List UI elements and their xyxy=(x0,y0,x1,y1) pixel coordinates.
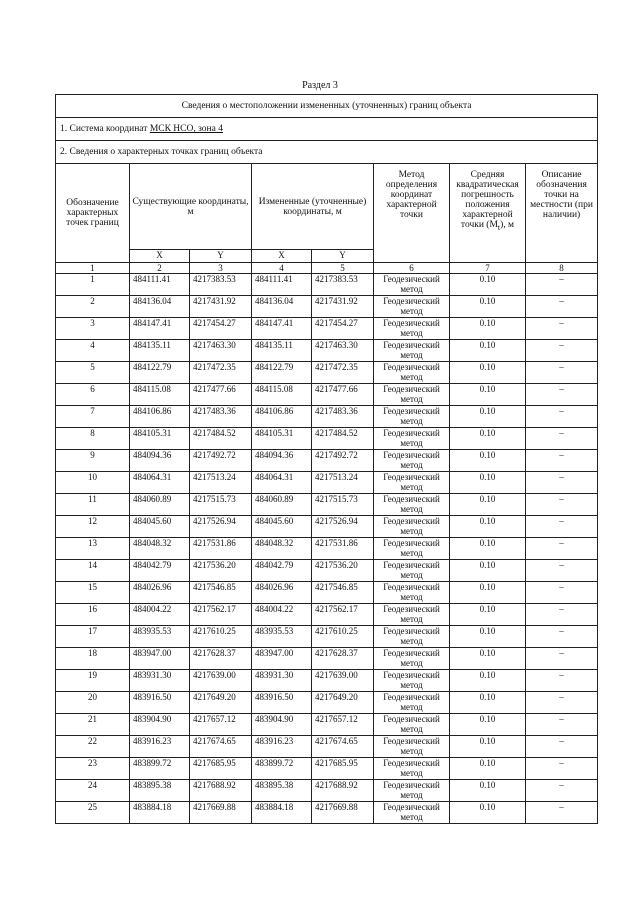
subheader-y-existing: Y xyxy=(190,250,252,263)
cell-y-existing: 4217610.25 xyxy=(190,626,252,648)
cell-y-existing: 4217688.92 xyxy=(190,780,252,802)
table-row xyxy=(56,538,598,560)
cell-x-refined: 483916.23 xyxy=(252,736,312,758)
header-error xyxy=(450,164,526,263)
cell-y-refined: 4217669.88 xyxy=(312,802,374,824)
cell-y-existing: 4217472.35 xyxy=(190,362,252,384)
cell-y-existing: 4217536.20 xyxy=(190,560,252,582)
cell-description: – xyxy=(526,692,598,714)
coord-system-cell xyxy=(56,118,598,141)
cell-y-existing: 4217463.30 xyxy=(190,340,252,362)
cell-y-existing: 4217526.94 xyxy=(190,516,252,538)
section-title: Раздел 3 xyxy=(302,80,338,91)
cell-y-existing: 4217669.88 xyxy=(190,802,252,824)
cell-x-refined: 483895.38 xyxy=(252,780,312,802)
cell-description: – xyxy=(526,560,598,582)
cell-method: Геодезический метод xyxy=(374,516,450,538)
cell-error: 0.10 xyxy=(450,428,526,450)
table-row xyxy=(56,714,598,736)
cell-description: – xyxy=(526,472,598,494)
cell-error: 0.10 xyxy=(450,736,526,758)
cell-description: – xyxy=(526,648,598,670)
cell-description: – xyxy=(526,318,598,340)
cell-y-existing: 4217515.73 xyxy=(190,494,252,516)
col-number: 2 xyxy=(130,263,190,274)
cell-method: Геодезический метод xyxy=(374,692,450,714)
cell-y-existing: 4217383.53 xyxy=(190,274,252,296)
cell-method: Геодезический метод xyxy=(374,384,450,406)
cell-description: – xyxy=(526,538,598,560)
col-number: 6 xyxy=(374,263,450,274)
table-row xyxy=(56,648,598,670)
cell-x-refined: 484115.08 xyxy=(252,384,312,406)
cell-description: – xyxy=(526,758,598,780)
cell-x-existing: 483916.50 xyxy=(130,692,190,714)
cell-y-refined: 4217477.66 xyxy=(312,384,374,406)
cell-point-number: 5 xyxy=(56,362,130,384)
cell-y-refined: 4217536.20 xyxy=(312,560,374,582)
col-number: 5 xyxy=(312,263,374,274)
cell-point-number: 22 xyxy=(56,736,130,758)
cell-point-number: 3 xyxy=(56,318,130,340)
cell-description: – xyxy=(526,626,598,648)
cell-description: – xyxy=(526,362,598,384)
cell-x-refined: 483947.00 xyxy=(252,648,312,670)
cell-description: – xyxy=(526,582,598,604)
cell-x-refined: 484136.04 xyxy=(252,296,312,318)
cell-method: Геодезический метод xyxy=(374,802,450,824)
cell-x-refined: 484048.32 xyxy=(252,538,312,560)
cell-y-refined: 4217562.17 xyxy=(312,604,374,626)
table-row xyxy=(56,384,598,406)
cell-x-existing: 483931.30 xyxy=(130,670,190,692)
cell-point-number: 23 xyxy=(56,758,130,780)
cell-x-refined: 483916.50 xyxy=(252,692,312,714)
cell-point-number: 18 xyxy=(56,648,130,670)
cell-y-existing: 4217484.52 xyxy=(190,428,252,450)
cell-y-existing: 4217513.24 xyxy=(190,472,252,494)
cell-description: – xyxy=(526,516,598,538)
boundary-points-table xyxy=(55,94,598,824)
cell-method: Геодезический метод xyxy=(374,340,450,362)
col-number: 7 xyxy=(450,263,526,274)
cell-point-number: 12 xyxy=(56,516,130,538)
cell-y-refined: 4217463.30 xyxy=(312,340,374,362)
cell-point-number: 25 xyxy=(56,802,130,824)
cell-point-number: 13 xyxy=(56,538,130,560)
table-row xyxy=(56,626,598,648)
table-title-row xyxy=(56,95,598,118)
cell-method: Геодезический метод xyxy=(374,494,450,516)
cell-y-existing: 4217639.00 xyxy=(190,670,252,692)
cell-point-number: 16 xyxy=(56,604,130,626)
cell-x-existing: 484135.11 xyxy=(130,340,190,362)
col-number: 3 xyxy=(190,263,252,274)
cell-x-refined: 483899.72 xyxy=(252,758,312,780)
col-number: 8 xyxy=(526,263,598,274)
cell-y-existing: 4217431.92 xyxy=(190,296,252,318)
col-number: 4 xyxy=(252,263,312,274)
cell-y-refined: 4217657.12 xyxy=(312,714,374,736)
cell-method: Геодезический метод xyxy=(374,582,450,604)
cell-x-refined: 484026.96 xyxy=(252,582,312,604)
cell-y-refined: 4217454.27 xyxy=(312,318,374,340)
cell-y-refined: 4217628.37 xyxy=(312,648,374,670)
cell-method: Геодезический метод xyxy=(374,362,450,384)
cell-point-number: 10 xyxy=(56,472,130,494)
table-body xyxy=(56,95,598,824)
cell-point-number: 21 xyxy=(56,714,130,736)
cell-point-number: 8 xyxy=(56,428,130,450)
cell-y-refined: 4217515.73 xyxy=(312,494,374,516)
header-error-text: Средняя квадратическая погрешность положения характерной точки (M xyxy=(456,170,519,230)
cell-x-existing: 484147.41 xyxy=(130,318,190,340)
cell-x-refined: 483931.30 xyxy=(252,670,312,692)
cell-method: Геодезический метод xyxy=(374,670,450,692)
table-row xyxy=(56,560,598,582)
cell-description: – xyxy=(526,736,598,758)
table-row xyxy=(56,340,598,362)
cell-point-number: 15 xyxy=(56,582,130,604)
cell-y-refined: 4217484.52 xyxy=(312,428,374,450)
header-error-tail: ), м xyxy=(500,220,515,230)
cell-y-refined: 4217383.53 xyxy=(312,274,374,296)
table-row xyxy=(56,582,598,604)
cell-method: Геодезический метод xyxy=(374,318,450,340)
cell-x-existing: 484136.04 xyxy=(130,296,190,318)
cell-point-number: 2 xyxy=(56,296,130,318)
cell-error: 0.10 xyxy=(450,450,526,472)
cell-x-existing: 484004.22 xyxy=(130,604,190,626)
cell-point-number: 11 xyxy=(56,494,130,516)
cell-point-number: 19 xyxy=(56,670,130,692)
cell-method: Геодезический метод xyxy=(374,296,450,318)
cell-method: Геодезический метод xyxy=(374,780,450,802)
cell-x-existing: 484048.32 xyxy=(130,538,190,560)
cell-x-existing: 484060.89 xyxy=(130,494,190,516)
cell-error: 0.10 xyxy=(450,802,526,824)
cell-x-existing: 484094.36 xyxy=(130,450,190,472)
cell-method: Геодезический метод xyxy=(374,736,450,758)
cell-x-existing: 484064.31 xyxy=(130,472,190,494)
cell-x-refined: 484064.31 xyxy=(252,472,312,494)
cell-x-existing: 484026.96 xyxy=(130,582,190,604)
cell-x-existing: 484115.08 xyxy=(130,384,190,406)
cell-error: 0.10 xyxy=(450,670,526,692)
cell-method: Геодезический метод xyxy=(374,560,450,582)
cell-x-existing: 484042.79 xyxy=(130,560,190,582)
cell-y-existing: 4217454.27 xyxy=(190,318,252,340)
cell-y-refined: 4217531.86 xyxy=(312,538,374,560)
cell-x-refined: 483904.90 xyxy=(252,714,312,736)
cell-x-existing: 484111.41 xyxy=(130,274,190,296)
cell-y-refined: 4217649.20 xyxy=(312,692,374,714)
cell-method: Геодезический метод xyxy=(374,406,450,428)
header-point-designation: Обозначение характерных точек границ xyxy=(56,164,130,263)
cell-x-existing: 484045.60 xyxy=(130,516,190,538)
cell-error: 0.10 xyxy=(450,604,526,626)
cell-x-refined: 484111.41 xyxy=(252,274,312,296)
cell-error: 0.10 xyxy=(450,516,526,538)
cell-x-refined: 484147.41 xyxy=(252,318,312,340)
table-row xyxy=(56,296,598,318)
cell-method: Геодезический метод xyxy=(374,648,450,670)
table-row xyxy=(56,472,598,494)
cell-error: 0.10 xyxy=(450,296,526,318)
cell-y-refined: 4217685.95 xyxy=(312,758,374,780)
cell-y-existing: 4217649.20 xyxy=(190,692,252,714)
cell-error: 0.10 xyxy=(450,406,526,428)
cell-y-refined: 4217513.24 xyxy=(312,472,374,494)
cell-x-existing: 484106.86 xyxy=(130,406,190,428)
cell-x-refined: 484042.79 xyxy=(252,560,312,582)
cell-x-refined: 484106.86 xyxy=(252,406,312,428)
cell-y-refined: 4217674.65 xyxy=(312,736,374,758)
cell-description: – xyxy=(526,494,598,516)
cell-description: – xyxy=(526,384,598,406)
table-row xyxy=(56,318,598,340)
cell-point-number: 20 xyxy=(56,692,130,714)
cell-x-refined: 483884.18 xyxy=(252,802,312,824)
col-number: 1 xyxy=(56,263,130,274)
coord-system-label: 1. Система координат xyxy=(60,124,150,134)
cell-y-refined: 4217546.85 xyxy=(312,582,374,604)
table-row xyxy=(56,428,598,450)
cell-y-existing: 4217628.37 xyxy=(190,648,252,670)
header-existing-coords: Существующие координаты, м xyxy=(130,164,252,250)
table-row xyxy=(56,362,598,384)
header-description: Описание обозначения точки на местности (при наличии) xyxy=(526,164,598,263)
cell-y-refined: 4217472.35 xyxy=(312,362,374,384)
cell-error: 0.10 xyxy=(450,384,526,406)
cell-error: 0.10 xyxy=(450,780,526,802)
cell-point-number: 9 xyxy=(56,450,130,472)
cell-error: 0.10 xyxy=(450,318,526,340)
header-refined-coords: Измененные (уточненные) координаты, м xyxy=(252,164,374,250)
cell-point-number: 4 xyxy=(56,340,130,362)
table-row xyxy=(56,802,598,824)
table-row xyxy=(56,692,598,714)
cell-description: – xyxy=(526,450,598,472)
cell-description: – xyxy=(526,296,598,318)
cell-error: 0.10 xyxy=(450,714,526,736)
column-numbers-row xyxy=(56,263,598,274)
header-row xyxy=(56,164,598,250)
table-title: Сведения о местоположении измененных (уточненных) границ объекта xyxy=(56,95,598,118)
cell-method: Геодезический метод xyxy=(374,714,450,736)
table-row xyxy=(56,670,598,692)
cell-description: – xyxy=(526,406,598,428)
cell-description: – xyxy=(526,670,598,692)
cell-y-existing: 4217546.85 xyxy=(190,582,252,604)
cell-point-number: 14 xyxy=(56,560,130,582)
cell-error: 0.10 xyxy=(450,274,526,296)
cell-description: – xyxy=(526,714,598,736)
cell-x-existing: 483904.90 xyxy=(130,714,190,736)
cell-y-existing: 4217531.86 xyxy=(190,538,252,560)
coord-system-value: МСК НСО, зона 4 xyxy=(149,124,223,134)
cell-y-refined: 4217526.94 xyxy=(312,516,374,538)
cell-y-existing: 4217483.36 xyxy=(190,406,252,428)
cell-method: Геодезический метод xyxy=(374,274,450,296)
cell-y-refined: 4217483.36 xyxy=(312,406,374,428)
cell-description: – xyxy=(526,274,598,296)
cell-y-refined: 4217431.92 xyxy=(312,296,374,318)
subheader-x-refined: X xyxy=(252,250,312,263)
table-row xyxy=(56,780,598,802)
cell-y-existing: 4217674.65 xyxy=(190,736,252,758)
cell-x-refined: 483935.53 xyxy=(252,626,312,648)
cell-error: 0.10 xyxy=(450,472,526,494)
table-row xyxy=(56,758,598,780)
cell-point-number: 24 xyxy=(56,780,130,802)
cell-x-existing: 483884.18 xyxy=(130,802,190,824)
cell-description: – xyxy=(526,428,598,450)
table-row xyxy=(56,516,598,538)
cell-x-refined: 484004.22 xyxy=(252,604,312,626)
header-error-subscript: t xyxy=(497,222,501,232)
cell-y-existing: 4217492.72 xyxy=(190,450,252,472)
cell-error: 0.10 xyxy=(450,648,526,670)
cell-y-existing: 4217477.66 xyxy=(190,384,252,406)
table-row xyxy=(56,450,598,472)
cell-error: 0.10 xyxy=(450,582,526,604)
cell-x-refined: 484105.31 xyxy=(252,428,312,450)
cell-x-existing: 484105.31 xyxy=(130,428,190,450)
header-method: Метод определения координат характерной точки xyxy=(374,164,450,263)
cell-method: Геодезический метод xyxy=(374,538,450,560)
cell-x-refined: 484094.36 xyxy=(252,450,312,472)
cell-error: 0.10 xyxy=(450,692,526,714)
cell-method: Геодезический метод xyxy=(374,428,450,450)
cell-x-existing: 483895.38 xyxy=(130,780,190,802)
cell-method: Геодезический метод xyxy=(374,758,450,780)
cell-method: Геодезический метод xyxy=(374,450,450,472)
cell-method: Геодезический метод xyxy=(374,604,450,626)
cell-error: 0.10 xyxy=(450,494,526,516)
cell-point-number: 6 xyxy=(56,384,130,406)
cell-y-existing: 4217685.95 xyxy=(190,758,252,780)
cell-description: – xyxy=(526,604,598,626)
table-row xyxy=(56,494,598,516)
cell-point-number: 17 xyxy=(56,626,130,648)
cell-error: 0.10 xyxy=(450,758,526,780)
cell-y-refined: 4217492.72 xyxy=(312,450,374,472)
cell-x-existing: 483947.00 xyxy=(130,648,190,670)
cell-x-refined: 484060.89 xyxy=(252,494,312,516)
cell-description: – xyxy=(526,340,598,362)
cell-y-refined: 4217688.92 xyxy=(312,780,374,802)
points-title: 2. Сведения о характерных точках границ объекта xyxy=(56,141,598,164)
cell-x-existing: 483899.72 xyxy=(130,758,190,780)
cell-y-refined: 4217610.25 xyxy=(312,626,374,648)
table-row xyxy=(56,406,598,428)
cell-point-number: 1 xyxy=(56,274,130,296)
cell-method: Геодезический метод xyxy=(374,472,450,494)
cell-x-existing: 483916.23 xyxy=(130,736,190,758)
cell-y-refined: 4217639.00 xyxy=(312,670,374,692)
cell-x-refined: 484045.60 xyxy=(252,516,312,538)
coord-system-row xyxy=(56,118,598,141)
table-row xyxy=(56,604,598,626)
cell-x-existing: 484122.79 xyxy=(130,362,190,384)
table-row xyxy=(56,736,598,758)
points-title-row xyxy=(56,141,598,164)
cell-error: 0.10 xyxy=(450,626,526,648)
cell-error: 0.10 xyxy=(450,362,526,384)
cell-x-refined: 484135.11 xyxy=(252,340,312,362)
table-row xyxy=(56,274,598,296)
cell-y-existing: 4217562.17 xyxy=(190,604,252,626)
cell-y-existing: 4217657.12 xyxy=(190,714,252,736)
subheader-y-refined: Y xyxy=(312,250,374,263)
cell-error: 0.10 xyxy=(450,538,526,560)
cell-error: 0.10 xyxy=(450,560,526,582)
cell-description: – xyxy=(526,802,598,824)
cell-method: Геодезический метод xyxy=(374,626,450,648)
cell-point-number: 7 xyxy=(56,406,130,428)
cell-description: – xyxy=(526,780,598,802)
cell-x-refined: 484122.79 xyxy=(252,362,312,384)
cell-error: 0.10 xyxy=(450,340,526,362)
subheader-x-existing: X xyxy=(130,250,190,263)
cell-x-existing: 483935.53 xyxy=(130,626,190,648)
